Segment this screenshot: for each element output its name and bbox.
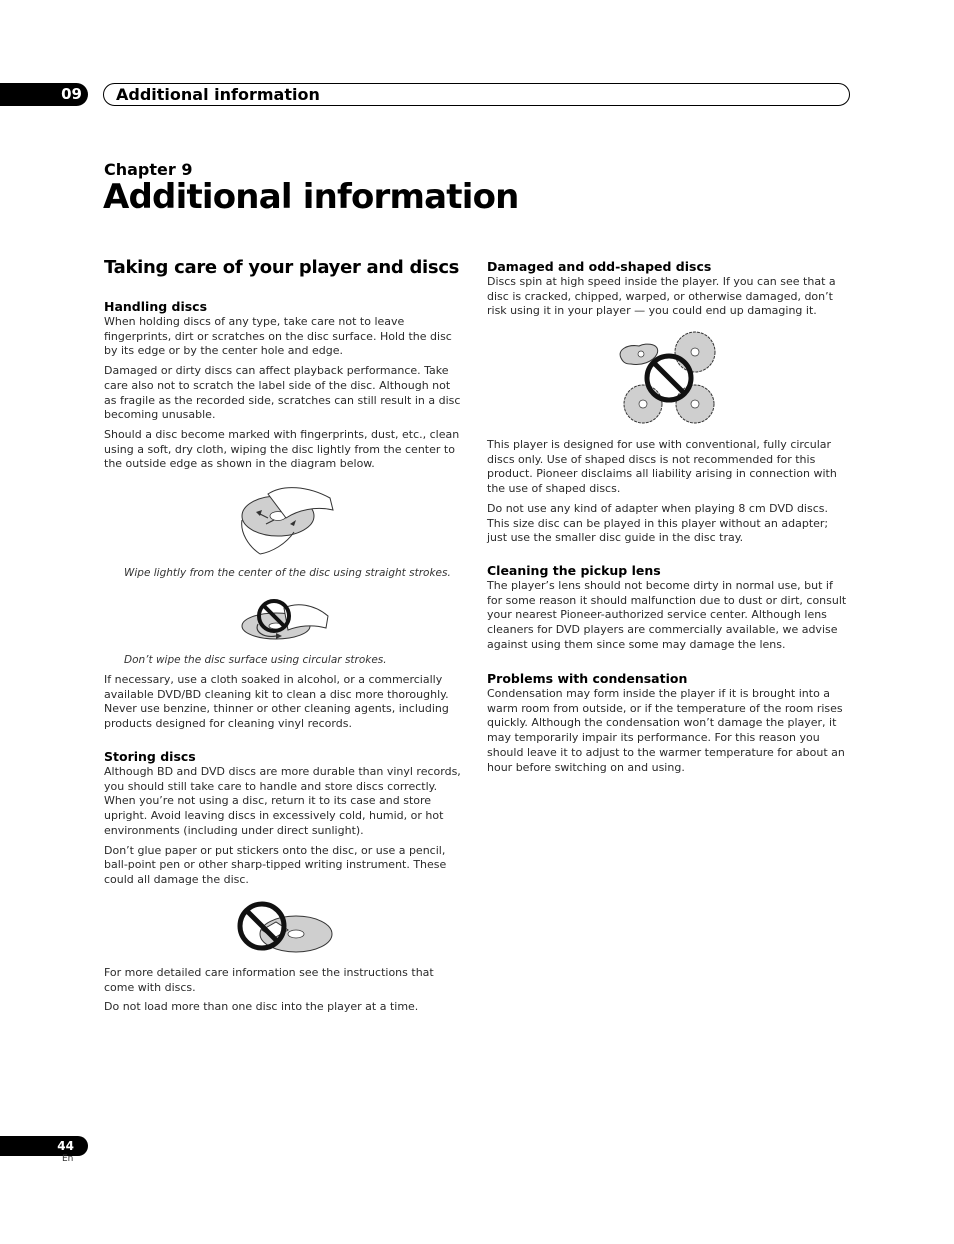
header-title: Additional information: [103, 83, 850, 106]
condensation-heading: Problems with condensation: [487, 671, 688, 686]
page-number: 44: [0, 1136, 88, 1156]
damaged-p3: Do not use any kind of adapter when playing 8 cm DVD discs. This size disc can be played in this player without an adapter; just use the smaller disc guide in the disc tray.: [487, 501, 829, 545]
storing-p3: For more detailed care information see the instructions that come with discs.: [104, 966, 434, 994]
pickup-lens-block: [487, 562, 849, 658]
condensation-p1: Condensation may form inside the player if it is brought into a warm room from outside, or if the temperature of the room rises quickly. Although the condensation won’t damage the player, it may temporarily impair its performance. For this reason you should leave it to adjust to the warmer temperature for about an hour before switching on and using.: [487, 687, 845, 774]
caption-no-circular: Don’t wipe the disc surface using circular strokes.: [124, 654, 387, 666]
handling-discs-block: [104, 298, 466, 477]
storing-extra-block: [104, 966, 466, 1020]
damaged-discs-heading: Damaged and odd-shaped discs: [487, 259, 712, 274]
handling-p1: When holding discs of any type, take care not to leave fingerprints, dirt or scratches on the disc surface. Hold the disc by its edge or by the center hole and edge.: [104, 315, 452, 358]
pickup-lens-heading: Cleaning the pickup lens: [487, 563, 661, 578]
damaged-p2: This player is designed for use with conventional, fully circular discs only. Use of shaped discs is not recommended for this product. Pioneer disclaims all liability arising in connection with the use of shaped discs.: [487, 438, 837, 496]
storing-discs-heading: Storing discs: [104, 749, 196, 764]
odd-shaped-discs-illustration: [617, 330, 721, 426]
no-sticker-disc-illustration: [236, 900, 334, 956]
handling-extra-block: [104, 673, 466, 737]
handling-discs-heading: Handling discs: [104, 299, 208, 314]
section-title: Taking care of your player and discs: [104, 257, 460, 278]
storing-discs-block: [104, 748, 466, 893]
handling-p2: Damaged or dirty discs can affect playback performance. Take care also not to scratch the label side of the disc. Although not as fragile as the recorded side, scratches can still result in a disc becoming unusable.: [104, 364, 461, 422]
page-language: En: [62, 1154, 74, 1164]
storing-p4: Do not load more than one disc into the player at a time.: [104, 1000, 419, 1014]
handling-p4: If necessary, use a cloth soaked in alcohol, or a commercially available DVD/BD cleaning kit to clean a disc more thoroughly. Never use benzine, thinner or other cleaning agents, including products designed for cleaning vinyl records.: [104, 673, 449, 731]
storing-p2: Don’t glue paper or put stickers onto the disc, or use a pencil, ball-point pen or other sharp-tipped writing instrument. These could all damage the disc.: [104, 843, 447, 886]
caption-wipe-straight: Wipe lightly from the center of the disc using straight strokes.: [124, 567, 451, 579]
storing-p1: Although BD and DVD discs are more durable than vinyl records, you should still take care to handle and store discs correctly. When you’re not using a disc, return it to its case and store upright. Avoid leaving discs in excessively cold, humid, or hot environments (including under direct sunlight).: [104, 765, 461, 837]
damaged-discs-block: [487, 258, 849, 324]
no-circular-wipe-illustration: [240, 594, 332, 646]
chapter-number-tab: 09: [0, 83, 88, 106]
damaged-p1: Discs spin at high speed inside the player. If you can see that a disc is cracked, chipped, warped, or otherwise damaged, don’t risk using it in your player — you could end up damaging it.: [487, 275, 836, 318]
page-title: Additional information: [103, 177, 519, 217]
chapter-label: Chapter 9: [104, 160, 193, 179]
handling-p3: Should a disc become marked with fingerprints, dust, etc., clean using a soft, dry cloth, wiping the disc lightly from the center to the outside edge as shown in the diagram below.: [104, 427, 460, 471]
lens-p1: The player’s lens should not become dirty in normal use, but if for some reason it should malfunction due to dust or dirt, consult your nearest Pioneer-authorized service center. Although lens cleaners for DVD players are commercially available, we advise against using them since some may damage the lens.: [487, 579, 847, 651]
wipe-straight-illustration: [238, 480, 338, 560]
condensation-block: [487, 670, 849, 780]
damaged-extra-block: [487, 438, 849, 551]
